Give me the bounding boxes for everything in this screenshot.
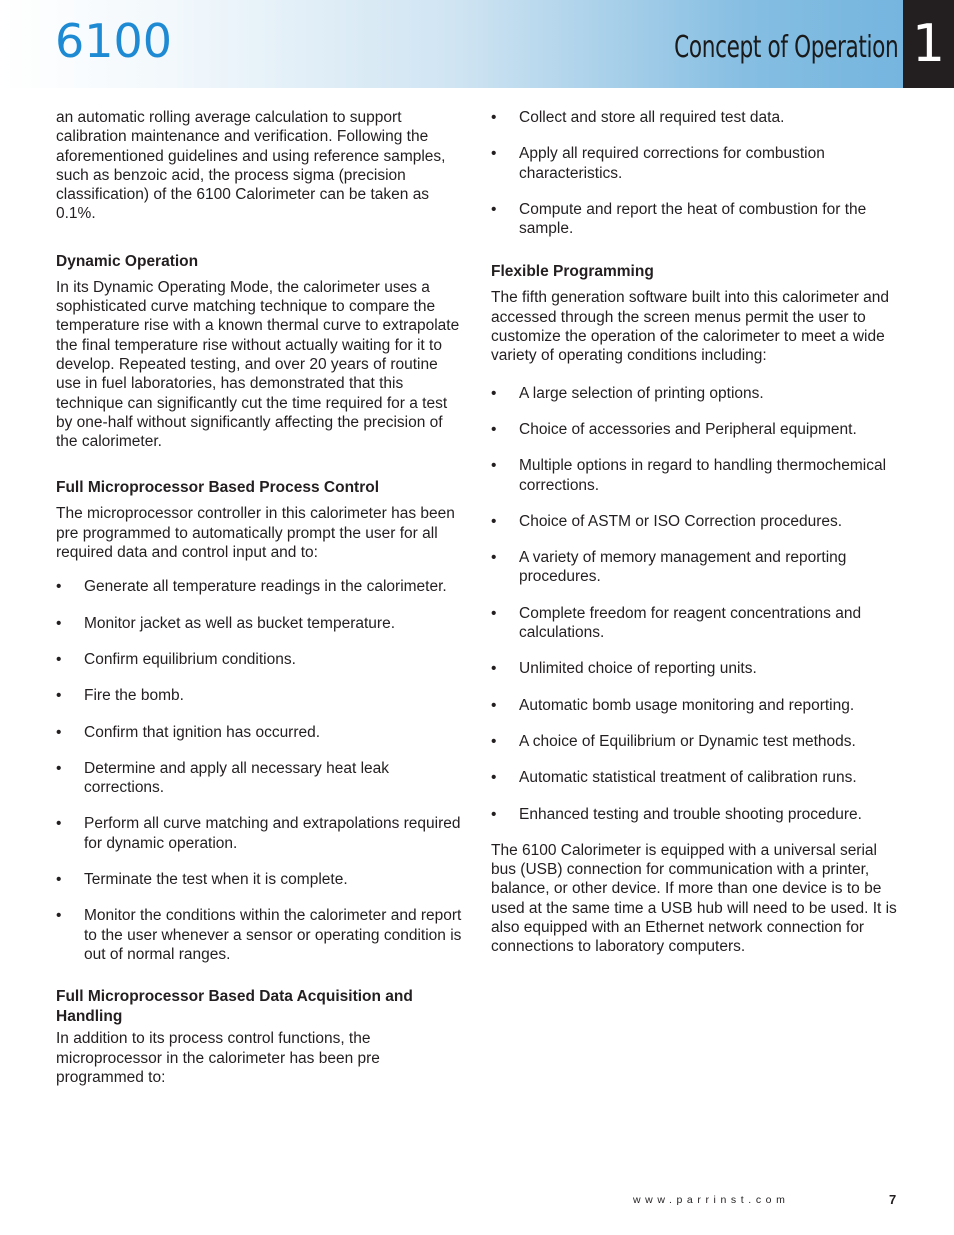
bullet: • — [56, 759, 62, 777]
process-control-paragraph: The microprocessor controller in this calorimeter has been pre programmed to automatically prompt the user for all required data and control input and to: — [56, 505, 455, 562]
bullet: • — [56, 650, 62, 668]
list-item-text: A variety of memory management and reporting procedures. — [519, 549, 847, 586]
heading-process-control: Full Microprocessor Based Process Control — [56, 479, 380, 497]
bullet: • — [491, 660, 497, 678]
section-title: Concept of Operation — [673, 30, 898, 65]
closing-paragraph: The 6100 Calorimeter is equipped with a universal serial bus (USB) connection for communication with a printer, balance, or other device. If more than one device is to be used at the same time a USB hub will need to be used. It is also equipped with an Ethernet network connection for connections to laboratory computers. — [491, 841, 897, 956]
intro-paragraph: an automatic rolling average calculation to support calibration maintenance and verification. Following the aforementioned guidelines and using reference samples, such as benzoic acid, the process sigma (precision classification) of the 6100 Calorimeter can be taken as 0.1%. — [56, 109, 446, 223]
bullet: • — [491, 512, 497, 530]
list-item-text: Determine and apply all necessary heat leak corrections. — [84, 759, 390, 797]
page-number: 7 — [889, 1192, 897, 1207]
list-item — [491, 456, 903, 495]
list-item — [491, 144, 903, 183]
footer-url: www.parrinst.com — [633, 1194, 790, 1206]
list-item — [491, 805, 903, 824]
bullet: • — [56, 578, 62, 596]
chapter-number: 1 — [911, 14, 946, 74]
list-item-text: Unlimited choice of reporting units. — [519, 660, 757, 678]
process-control-list — [56, 577, 466, 964]
list-item-text: Compute and report the heat of combustion for the sample. — [519, 200, 867, 238]
flexible-programming-paragraph: The fifth generation software built into this calorimeter and accessed through the screen menus permit the user to customize the operation of the calorimeter to meet a wide variety of operating conditions including: — [491, 289, 890, 365]
list-item — [56, 906, 466, 964]
list-item — [491, 696, 903, 715]
bullet: • — [491, 145, 497, 163]
list-item-text: Multiple options in regard to handling thermochemical corrections. — [519, 457, 887, 494]
list-item — [491, 548, 903, 587]
list-item-text: A large selection of printing options. — [519, 384, 764, 402]
left-column — [56, 108, 466, 1087]
heading-data-acquisition: Full Microprocessor Based Data Acquisition and Handling — [56, 988, 413, 1026]
bullet: • — [491, 420, 497, 438]
bullet: • — [56, 871, 62, 889]
right-column — [491, 108, 903, 957]
heading-dynamic-operation: Dynamic Operation — [56, 252, 199, 270]
bullet: • — [491, 549, 497, 567]
bullet: • — [56, 687, 62, 705]
list-item-text: Terminate the test when it is complete. — [84, 871, 348, 889]
list-item — [56, 614, 466, 633]
list-item — [56, 759, 466, 798]
list-item — [491, 659, 903, 678]
dynamic-operation-paragraph: In its Dynamic Operating Mode, the calorimeter uses a sophisticated curve matching technique to compare the temperature rise with a known thermal curve to extrapolate the final temperature rise without actually waiting for it to develop. Repeated testing, and over 20 years of routine use in fuel laboratories, has demonstrated that this technique can significantly cut the time required for a test by one-half without significantly affecting the precision of the calorimeter. — [56, 278, 460, 451]
list-item — [491, 108, 903, 127]
list-item — [491, 732, 903, 751]
list-item-text: Automatic statistical treatment of calibration runs. — [519, 769, 857, 787]
list-item — [56, 686, 466, 705]
list-item — [56, 577, 466, 596]
bullet: • — [491, 457, 497, 475]
bullet: • — [56, 907, 62, 925]
bullet: • — [56, 723, 62, 741]
list-item — [491, 604, 903, 643]
list-item-text: Fire the bomb. — [84, 687, 184, 705]
list-item — [56, 723, 466, 742]
list-item — [56, 814, 466, 853]
list-item-text: Complete freedom for reagent concentrations and calculations. — [519, 604, 862, 642]
list-item-text: Choice of accessories and Peripheral equipment. — [519, 420, 857, 438]
list-item-text: Confirm equilibrium conditions. — [84, 650, 296, 668]
bullet: • — [491, 604, 497, 622]
list-item-text: Confirm that ignition has occurred. — [84, 723, 321, 741]
list-item-text: Perform all curve matching and extrapolations required for dynamic operation. — [84, 815, 461, 852]
list-item-text: Enhanced testing and trouble shooting procedure. — [519, 805, 862, 823]
data-acquisition-list — [491, 108, 903, 238]
bullet: • — [56, 815, 62, 833]
list-item — [491, 768, 903, 787]
flexible-programming-list — [491, 384, 903, 824]
list-item-text: Monitor jacket as well as bucket temperature. — [84, 614, 395, 632]
list-item — [491, 200, 903, 239]
data-acquisition-paragraph: In addition to its process control functions, the microprocessor in the calorimeter has been pre programmed to: — [56, 1030, 380, 1086]
bullet: • — [491, 769, 497, 787]
list-item — [491, 420, 903, 439]
list-item — [491, 384, 903, 403]
list-item — [56, 870, 466, 889]
list-item-text: Apply all required corrections for combustion characteristics. — [519, 145, 825, 182]
list-item-text: Collect and store all required test data. — [519, 109, 785, 126]
list-item-text: Generate all temperature readings in the calorimeter. — [84, 578, 447, 596]
list-item-text: Automatic bomb usage monitoring and reporting. — [519, 696, 855, 714]
bullet: • — [56, 614, 62, 632]
bullet: • — [491, 732, 497, 750]
list-item — [491, 512, 903, 531]
model-title: 6100 — [55, 14, 173, 68]
bullet: • — [491, 200, 497, 218]
bullet: • — [491, 109, 497, 126]
heading-flexible-programming: Flexible Programming — [491, 263, 654, 281]
list-item-text: A choice of Equilibrium or Dynamic test methods. — [519, 732, 856, 750]
bullet: • — [491, 384, 497, 402]
list-item-text: Choice of ASTM or ISO Correction procedures. — [519, 512, 843, 530]
bullet: • — [491, 696, 497, 714]
bullet: • — [491, 805, 497, 823]
list-item-text: Monitor the conditions within the calorimeter and report to the user whenever a sensor or operating condition is out of normal ranges. — [84, 907, 462, 963]
list-item — [56, 650, 466, 669]
